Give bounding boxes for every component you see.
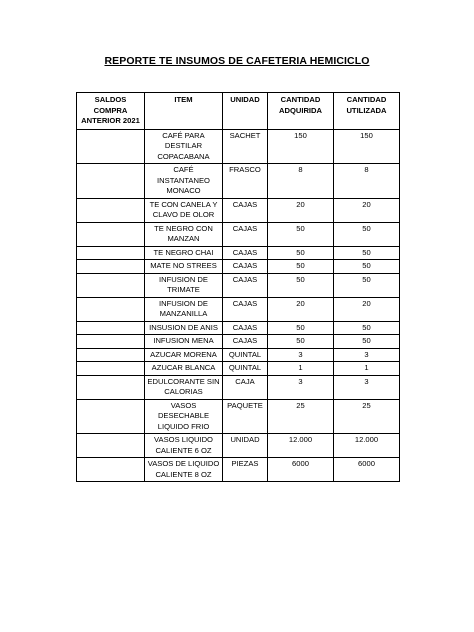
cell-saldo bbox=[77, 348, 145, 362]
cell-saldo bbox=[77, 434, 145, 458]
cell-saldo bbox=[77, 273, 145, 297]
cell-saldo bbox=[77, 222, 145, 246]
cell-unidad: PIEZAS bbox=[223, 458, 268, 482]
table-row bbox=[77, 434, 400, 458]
cell-saldo bbox=[77, 198, 145, 222]
cell-adquirida: 20 bbox=[268, 198, 334, 222]
table-row bbox=[77, 246, 400, 260]
table-row bbox=[77, 375, 400, 399]
cell-item: CAFÉ PARA DESTILAR COPACABANA bbox=[145, 129, 223, 164]
cell-adquirida: 20 bbox=[268, 297, 334, 321]
cell-unidad: CAJAS bbox=[223, 273, 268, 297]
cell-saldo bbox=[77, 335, 145, 349]
cell-unidad: CAJAS bbox=[223, 222, 268, 246]
table-row bbox=[77, 222, 400, 246]
cell-utilizada: 50 bbox=[334, 222, 400, 246]
cell-adquirida: 50 bbox=[268, 222, 334, 246]
table-row bbox=[77, 297, 400, 321]
cell-unidad: CAJAS bbox=[223, 246, 268, 260]
cell-item: AZUCAR BLANCA bbox=[145, 362, 223, 376]
cell-item: VASOS DE LIQUIDO CALIENTE 8 OZ bbox=[145, 458, 223, 482]
cell-saldo bbox=[77, 129, 145, 164]
table-row bbox=[77, 348, 400, 362]
cell-utilizada: 12.000 bbox=[334, 434, 400, 458]
cell-utilizada: 6000 bbox=[334, 458, 400, 482]
cell-item: TE CON CANELA Y CLAVO DE OLOR bbox=[145, 198, 223, 222]
cell-adquirida: 50 bbox=[268, 260, 334, 274]
cell-adquirida: 50 bbox=[268, 335, 334, 349]
header-item: ITEM bbox=[145, 93, 223, 130]
table-row bbox=[77, 458, 400, 482]
cell-saldo bbox=[77, 399, 145, 434]
cell-unidad: CAJA bbox=[223, 375, 268, 399]
header-saldos: SALDOS COMPRA ANTERIOR 2021 bbox=[77, 93, 145, 130]
cell-adquirida: 6000 bbox=[268, 458, 334, 482]
table-body bbox=[77, 129, 400, 482]
cell-utilizada: 3 bbox=[334, 375, 400, 399]
cell-unidad: PAQUETE bbox=[223, 399, 268, 434]
cell-item: INFUSION DE MANZANILLA bbox=[145, 297, 223, 321]
cell-adquirida: 8 bbox=[268, 164, 334, 199]
cell-unidad: CAJAS bbox=[223, 321, 268, 335]
cell-item: VASOS DESECHABLE LIQUIDO FRIO bbox=[145, 399, 223, 434]
header-cantidad-adquirida: CANTIDAD ADQUIRIDA bbox=[268, 93, 334, 130]
cell-saldo bbox=[77, 362, 145, 376]
cell-adquirida: 50 bbox=[268, 321, 334, 335]
table-row bbox=[77, 198, 400, 222]
cell-utilizada: 8 bbox=[334, 164, 400, 199]
cell-unidad: UNIDAD bbox=[223, 434, 268, 458]
cell-item: CAFÉ INSTANTANEO MONACO bbox=[145, 164, 223, 199]
cell-utilizada: 3 bbox=[334, 348, 400, 362]
cell-utilizada: 25 bbox=[334, 399, 400, 434]
cell-adquirida: 50 bbox=[268, 273, 334, 297]
cell-saldo bbox=[77, 260, 145, 274]
cell-adquirida: 50 bbox=[268, 246, 334, 260]
cell-item: TE NEGRO CON MANZAN bbox=[145, 222, 223, 246]
cell-unidad: QUINTAL bbox=[223, 362, 268, 376]
table-row bbox=[77, 129, 400, 164]
cell-saldo bbox=[77, 375, 145, 399]
table-row bbox=[77, 321, 400, 335]
supplies-table bbox=[76, 92, 400, 482]
cell-adquirida: 12.000 bbox=[268, 434, 334, 458]
table-row bbox=[77, 260, 400, 274]
table-row bbox=[77, 399, 400, 434]
cell-utilizada: 150 bbox=[334, 129, 400, 164]
cell-unidad: CAJAS bbox=[223, 297, 268, 321]
cell-utilizada: 50 bbox=[334, 335, 400, 349]
cell-item: EDULCORANTE SIN CALORIAS bbox=[145, 375, 223, 399]
cell-item: TE NEGRO CHAI bbox=[145, 246, 223, 260]
table-row bbox=[77, 273, 400, 297]
cell-saldo bbox=[77, 458, 145, 482]
cell-item: AZUCAR MORENA bbox=[145, 348, 223, 362]
cell-adquirida: 25 bbox=[268, 399, 334, 434]
cell-unidad: QUINTAL bbox=[223, 348, 268, 362]
cell-unidad: CAJAS bbox=[223, 198, 268, 222]
cell-adquirida: 3 bbox=[268, 348, 334, 362]
cell-adquirida: 3 bbox=[268, 375, 334, 399]
cell-utilizada: 50 bbox=[334, 273, 400, 297]
cell-unidad: FRASCO bbox=[223, 164, 268, 199]
cell-item: INSUSION DE ANIS bbox=[145, 321, 223, 335]
table-row bbox=[77, 335, 400, 349]
cell-utilizada: 20 bbox=[334, 297, 400, 321]
table-header-row bbox=[77, 93, 400, 130]
cell-item: MATE NO STREES bbox=[145, 260, 223, 274]
cell-item: INFUSION DE TRIMATE bbox=[145, 273, 223, 297]
cell-saldo bbox=[77, 164, 145, 199]
header-unidad: UNIDAD bbox=[223, 93, 268, 130]
cell-unidad: CAJAS bbox=[223, 335, 268, 349]
header-cantidad-utilizada: CANTIDAD UTILIZADA bbox=[334, 93, 400, 130]
cell-utilizada: 50 bbox=[334, 260, 400, 274]
cell-utilizada: 50 bbox=[334, 321, 400, 335]
cell-utilizada: 20 bbox=[334, 198, 400, 222]
cell-saldo bbox=[77, 246, 145, 260]
table-row bbox=[77, 164, 400, 199]
cell-item: VASOS LIQUIDO CALIENTE 6 OZ bbox=[145, 434, 223, 458]
cell-saldo bbox=[77, 321, 145, 335]
report-title: REPORTE TE INSUMOS DE CAFETERIA HEMICICLO bbox=[104, 55, 370, 67]
cell-adquirida: 1 bbox=[268, 362, 334, 376]
cell-item: INFUSION MENA bbox=[145, 335, 223, 349]
cell-utilizada: 1 bbox=[334, 362, 400, 376]
cell-adquirida: 150 bbox=[268, 129, 334, 164]
cell-utilizada: 50 bbox=[334, 246, 400, 260]
cell-unidad: SACHET bbox=[223, 129, 268, 164]
cell-saldo bbox=[77, 297, 145, 321]
cell-unidad: CAJAS bbox=[223, 260, 268, 274]
table-row bbox=[77, 362, 400, 376]
